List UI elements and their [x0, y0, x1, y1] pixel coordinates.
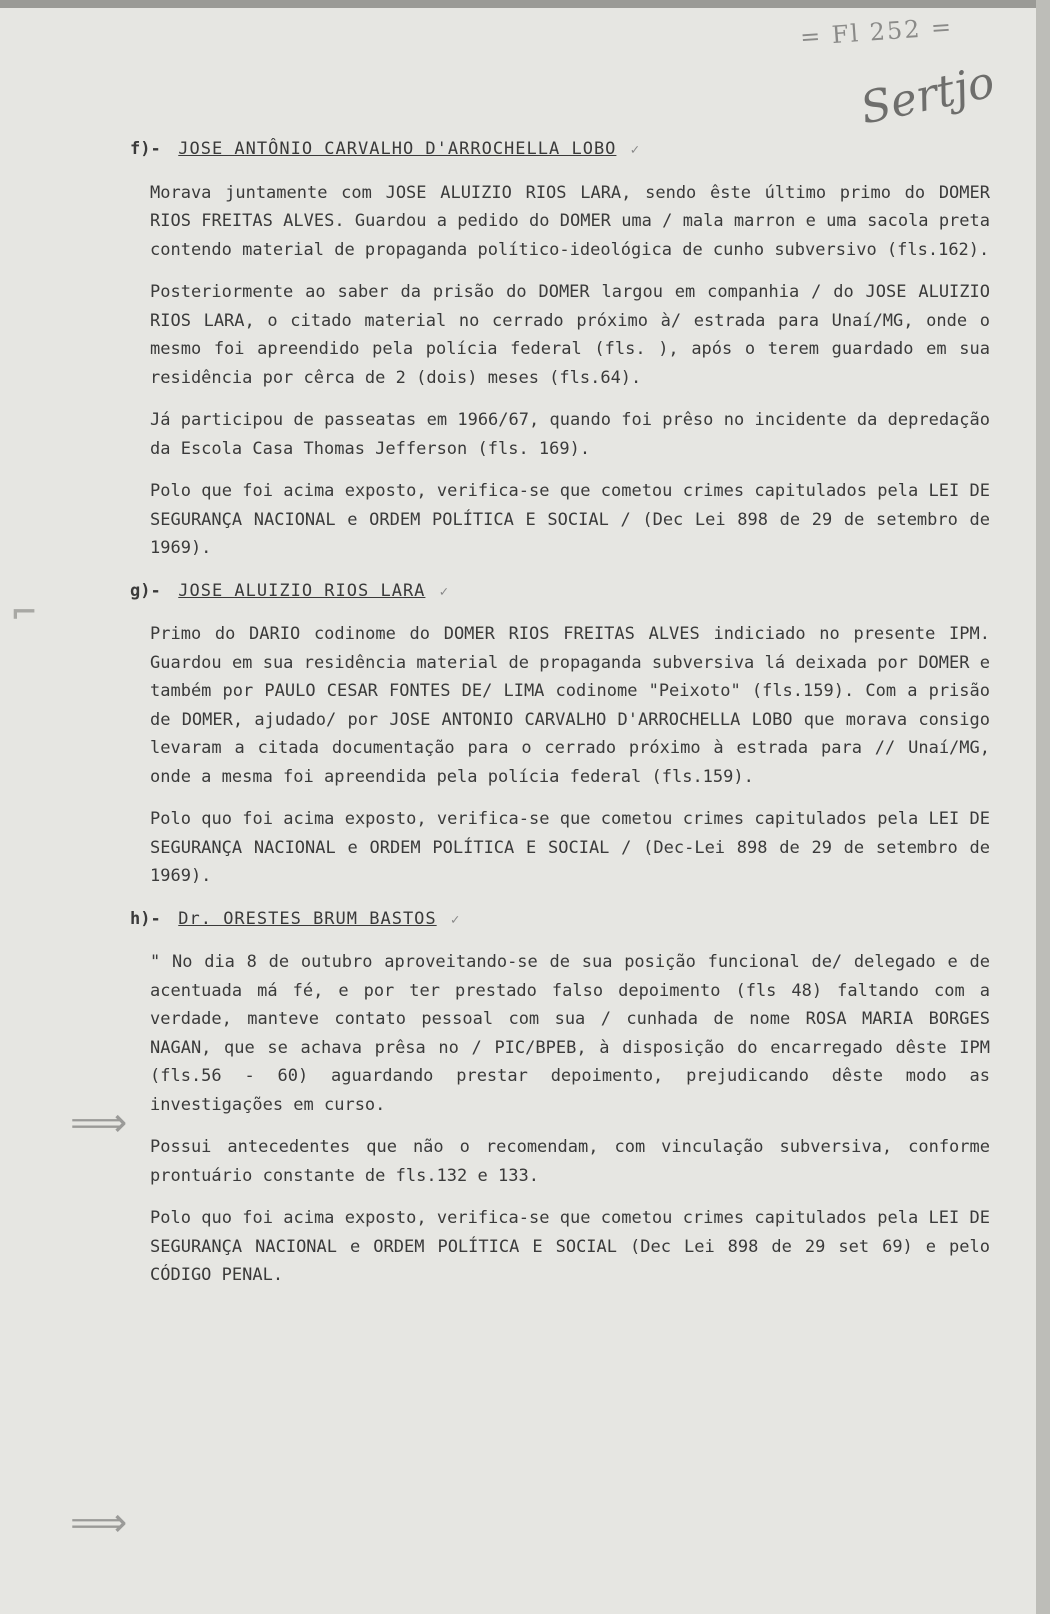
paragraph: Polo que foi acima exposto, verifica-se que cometou crimes capitulados pela LEI DE SEGURANÇA NACIONAL e ORDEM POLÍTICA E SOCIAL / (Dec Lei 898 de 29 de setembro de 1969). — [150, 481, 990, 558]
paragraph: Possui antecedentes que não o recomendam, com vinculação subversiva, conforme prontuário constante de fls.132 e 133. — [150, 1137, 990, 1186]
paragraph: Polo quo foi acima exposto, verifica-se que cometou crimes capitulados pela LEI DE SEGURANÇA NACIONAL e ORDEM POLÍTICA E SOCIAL (Dec Lei 898 de 29 set 69) e pelo CÓDIGO PENAL. — [150, 1208, 990, 1285]
section-heading-g — [130, 577, 990, 607]
paragraph: Já participou de passeatas em 1966/67, quando foi prêso no incidente da depredação da Escola Casa Thomas Jefferson (fls. 169). — [150, 410, 990, 459]
typed-text-body — [130, 135, 990, 1304]
paragraph: Polo quo foi acima exposto, verifica-se que cometou crimes capitulados pela LEI DE SEGURANÇA NACIONAL e ORDEM POLÍTICA E SOCIAL / (Dec-Lei 898 de 29 de setembro de 1969). — [150, 809, 990, 886]
person-name: Dr. ORESTES BRUM BASTOS — [178, 908, 437, 929]
paragraph: Posteriormente ao saber da prisão do DOMER largou em companhia / do JOSE ALUIZIO RIOS LARA, o citado material no cerrado próximo à/ estrada para Unaí/MG, onde o mesmo foi apreendido pela polícia federal (fls. ), após o terem guardado em sua residência por cêrca de 2 (dois) meses (fls.64). — [150, 282, 990, 388]
paragraph: Morava juntamente com JOSE ALUIZIO RIOS LARA, sendo êste último primo do DOMER RIOS FREITAS ALVES. Guardou a pedido do DOMER uma / mala marron e uma sacola preta contendo material de propaganda político-ideológica de cunho subversivo (fls.162). — [150, 182, 990, 260]
section-heading-f — [130, 135, 990, 165]
check-mark: ✓ — [630, 142, 640, 158]
section-label: g)- — [130, 580, 161, 601]
person-name: JOSE ALUIZIO RIOS LARA — [178, 580, 426, 601]
section-heading-h — [130, 905, 990, 935]
check-mark: ✓ — [450, 911, 460, 928]
paragraph: Primo do DARIO codinome do DOMER RIOS FREITAS ALVES indiciado no presente IPM. Guardou em sua residência material de propaganda subversiva lá deixada por DOMER e também por PAULO CESAR FONTES DE/ LIMA codinome "Peixoto" (fls.159). Com a prisão de DOMER, ajudado/ por JOSE ANTONIO CARVALHO D'ARROCHELLA LOBO que morava consigo levaram a citada documentação para o cerrado próximo à estrada para // Unaí/MG, onde a mesma foi apreendida pela polícia federal (fls.159). — [150, 624, 990, 787]
check-mark: ✓ — [439, 583, 449, 600]
paragraph: " No dia 8 de outubro aproveitando-se de sua posição funcional de/ delegado e de acentuada má fé, e por ter prestado falso depoimento (fls 48) faltando com a verdade, manteve contato pessoal com sua / cunhada de nome ROSA MARIA BORGES NAGAN, que se achava prêsa no / PIC/BPEB, à disposição do encarregado dêste IPM (fls.56 - 60) aguardando prestar depoimento, prejudicando dêste modo as investigações em curso. — [150, 952, 990, 1115]
folio-stamp: = Fl 252 = — [799, 12, 955, 52]
section-label: f)- — [130, 139, 161, 159]
person-name: JOSE ANTÔNIO CARVALHO D'ARROCHELLA LOBO — [178, 139, 617, 159]
margin-arrow-mark: ⟹ — [70, 1100, 128, 1146]
section-label: h)- — [130, 908, 161, 929]
margin-arrow-mark: ⟹ — [70, 1500, 128, 1546]
scan-edge-right — [1036, 0, 1050, 1614]
handwritten-initials: Sertjo — [856, 56, 999, 135]
margin-bracket-mark: ⌐ — [12, 590, 37, 636]
scan-edge-top — [0, 0, 1050, 8]
